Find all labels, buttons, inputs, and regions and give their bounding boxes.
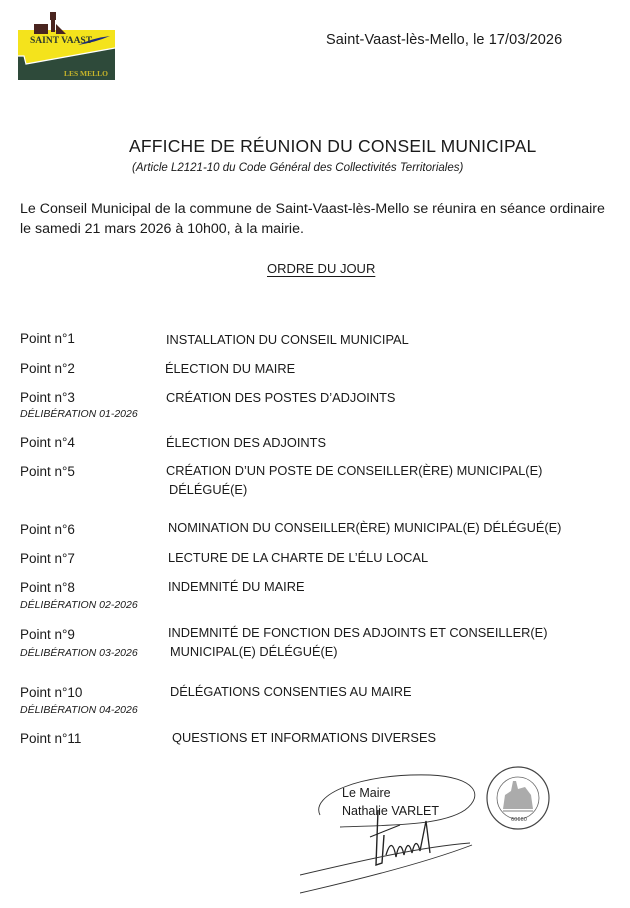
deliberation-ref: DÉLIBÉRATION 01-2026 [20, 408, 138, 420]
town-hall-seal-icon [485, 765, 551, 831]
agenda-item-label: Point n°5 [20, 464, 75, 479]
agenda-item-label: Point n°4 [20, 435, 75, 450]
agenda-item-label: Point n°3 [20, 390, 75, 405]
deliberation-ref: DÉLIBÉRATION 04-2026 [20, 704, 138, 716]
deliberation-ref: DÉLIBÉRATION 02-2026 [20, 599, 138, 611]
svg-text:60660: 60660 [511, 817, 527, 823]
agenda-item-text-cont: DÉLÉGUÉ(E) [169, 482, 248, 497]
commune-logo-icon [18, 12, 115, 80]
agenda-item-label: Point n°8 [20, 580, 75, 595]
agenda-item-label: Point n°11 [20, 731, 82, 746]
agenda-item-label: Point n°6 [20, 522, 75, 537]
page-title: AFFICHE DE RÉUNION DU CONSEIL MUNICIPAL [129, 136, 537, 156]
agenda-item-text: DÉLÉGATIONS CONSENTIES AU MAIRE [170, 684, 412, 699]
announcement-line-2: le samedi 21 mars 2026 à 10h00, à la mairie. [20, 221, 304, 237]
agenda-item-text: INSTALLATION DU CONSEIL MUNICIPAL [166, 332, 409, 347]
agenda-item-text: ÉLECTION DES ADJOINTS [166, 435, 326, 450]
svg-text:LES MELLO: LES MELLO [64, 69, 108, 78]
agenda-item-label: Point n°10 [20, 685, 83, 700]
legal-reference: (Article L2121-10 du Code Général des Collectivités Territoriales) [132, 162, 464, 174]
agenda-item-label: Point n°9 [20, 627, 75, 642]
agenda-item-text: CRÉATION DES POSTES D’ADJOINTS [166, 390, 396, 405]
agenda-item-label: Point n°7 [20, 551, 75, 566]
agenda-item-text: INDEMNITÉ DU MAIRE [168, 579, 305, 594]
svg-text:SAINT VAAST: SAINT VAAST [30, 36, 93, 46]
commune-logo [18, 12, 115, 80]
agenda-item-text: ÉLECTION DU MAIRE [165, 361, 296, 376]
agenda-item-text: LECTURE DE LA CHARTE DE L’ÉLU LOCAL [168, 550, 429, 565]
deliberation-ref: DÉLIBÉRATION 03-2026 [20, 647, 138, 659]
agenda-heading: ORDRE DU JOUR [267, 261, 376, 276]
agenda-item-label: Point n°1 [20, 331, 75, 346]
place-date: Saint-Vaast-lès-Mello, le 17/03/2026 [326, 32, 563, 48]
agenda-item-text: QUESTIONS ET INFORMATIONS DIVERSES [172, 730, 437, 745]
agenda-item-text: INDEMNITÉ DE FONCTION DES ADJOINTS ET CONSEILLER(E) [168, 625, 548, 640]
announcement-line-1: Le Conseil Municipal de la commune de Saint-Vaast-lès-Mello se réunira en séance ordinaire [20, 201, 605, 217]
meeting-announcement [20, 199, 625, 239]
agenda-item-label: Point n°2 [20, 361, 75, 376]
signatory-title: Le Maire [342, 786, 391, 800]
signatory-name: Nathalie VARLET [342, 804, 440, 818]
agenda-item-text: CRÉATION D’UN POSTE DE CONSEILLER(ÈRE) MUNICIPAL(E) [166, 463, 543, 478]
agenda-item-text: NOMINATION DU CONSEILLER(ÈRE) MUNICIPAL(E) DÉLÉGUÉ(E) [168, 520, 562, 535]
agenda-item-text-cont: MUNICIPAL(E) DÉLÉGUÉ(E) [170, 644, 338, 659]
